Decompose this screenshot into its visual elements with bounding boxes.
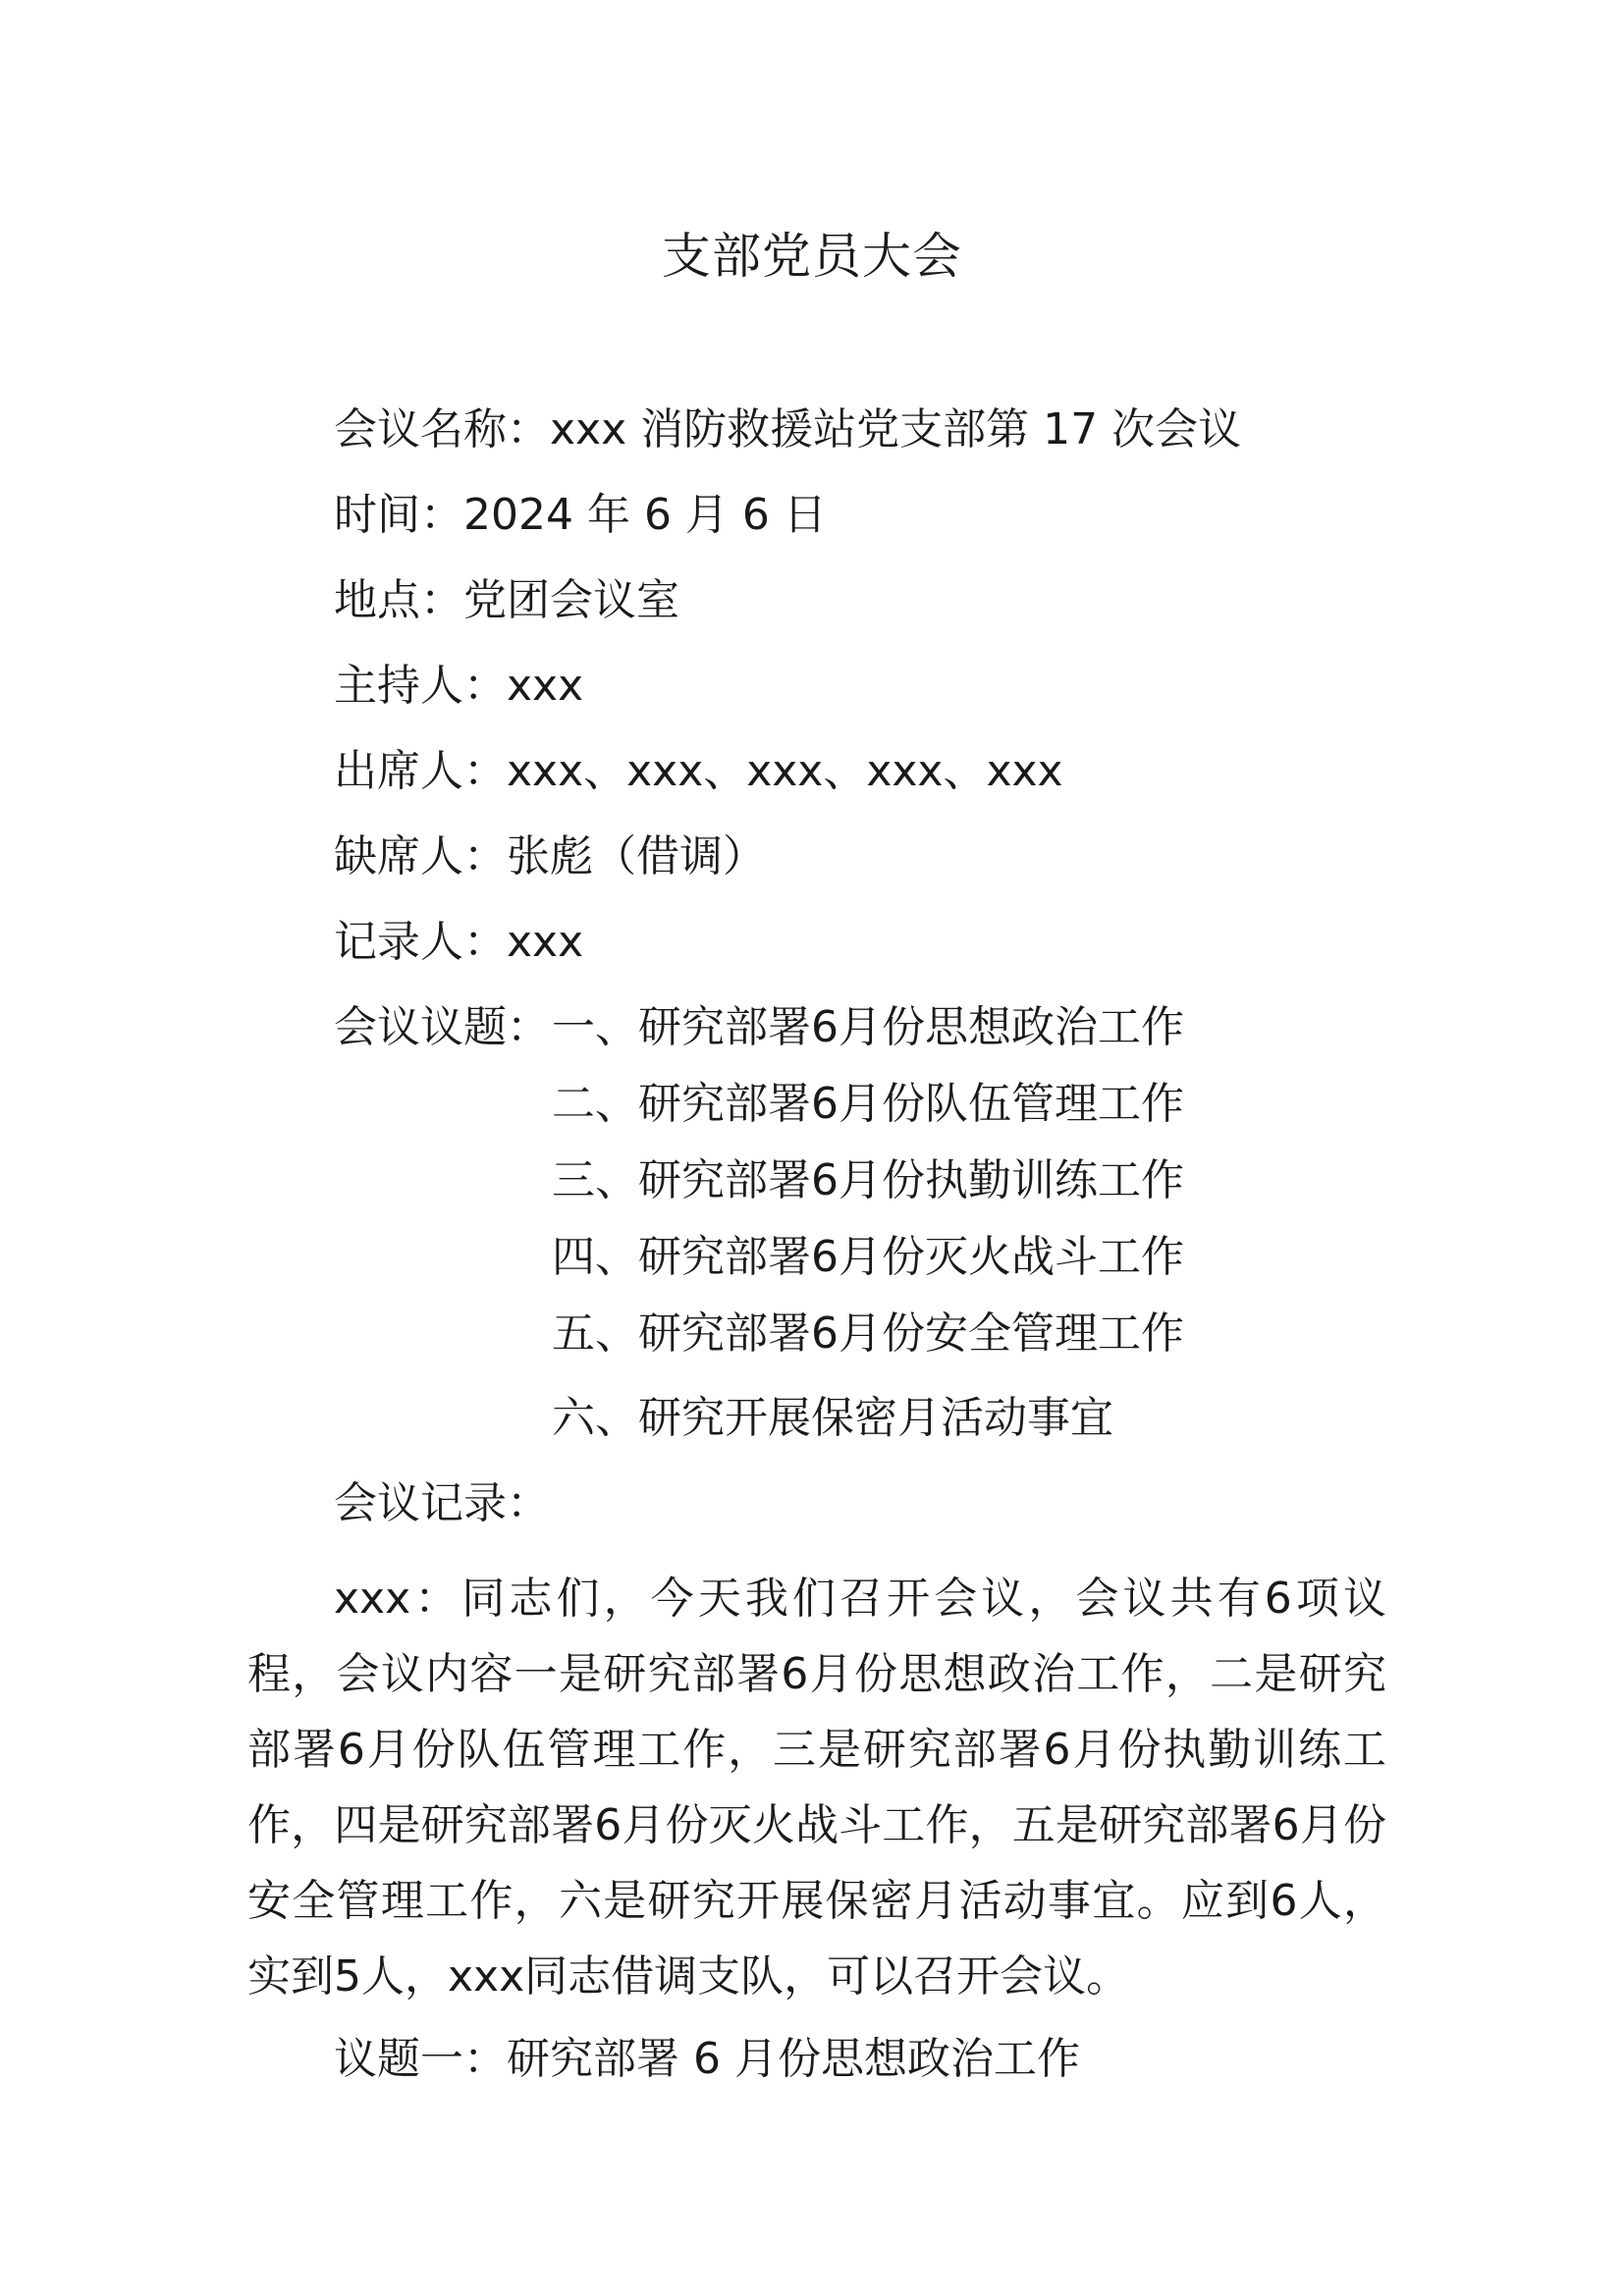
agenda-item: 二、研究部署6月份队伍管理工作 — [552, 1079, 1184, 1129]
agenda-label: 会议议题： — [334, 1002, 550, 1052]
meeting-absentees: 缺席人：张彪（借调） — [334, 831, 766, 881]
meeting-location: 地点：党团会议室 — [334, 575, 679, 625]
topic-one-heading: 议题一：研究部署 6 月份思想政治工作 — [334, 2034, 1080, 2084]
record-paragraph: xxx：同志们，今天我们召开会议，会议共有6项议程，会议内容一是研究部署6月份思想政治工作，二是研究部署6月份队伍管理工作，三是研究部署6月份执勤训练工作，四是研究部署6月份灭火战斗工作，五是研究部署6月份安全管理工作，六是研究开展保密月活动事宜。应到6人，实到5人，xxx同志借调支队，可以召开会议。 — [247, 1574, 1386, 2002]
agenda-item: 四、研究部署6月份灭火战斗工作 — [552, 1232, 1184, 1282]
meeting-recorder: 记录人：xxx — [334, 917, 584, 967]
meeting-name: 会议名称：xxx 消防救援站党支部第 17 次会议 — [334, 404, 1242, 454]
meeting-attendees: 出席人：xxx、xxx、xxx、xxx、xxx — [334, 746, 1063, 796]
agenda-item: 五、研究部署6月份安全管理工作 — [552, 1308, 1184, 1359]
meeting-time: 时间：2024 年 6 月 6 日 — [334, 490, 827, 540]
agenda-item: 一、研究部署6月份思想政治工作 — [552, 1002, 1184, 1052]
meeting-host: 主持人：xxx — [334, 661, 584, 711]
record-label: 会议记录： — [334, 1478, 550, 1528]
document-title: 支部党员大会 — [662, 228, 962, 285]
agenda-item: 六、研究开展保密月活动事宜 — [552, 1393, 1113, 1443]
agenda-item: 三、研究部署6月份执勤训练工作 — [552, 1155, 1184, 1205]
